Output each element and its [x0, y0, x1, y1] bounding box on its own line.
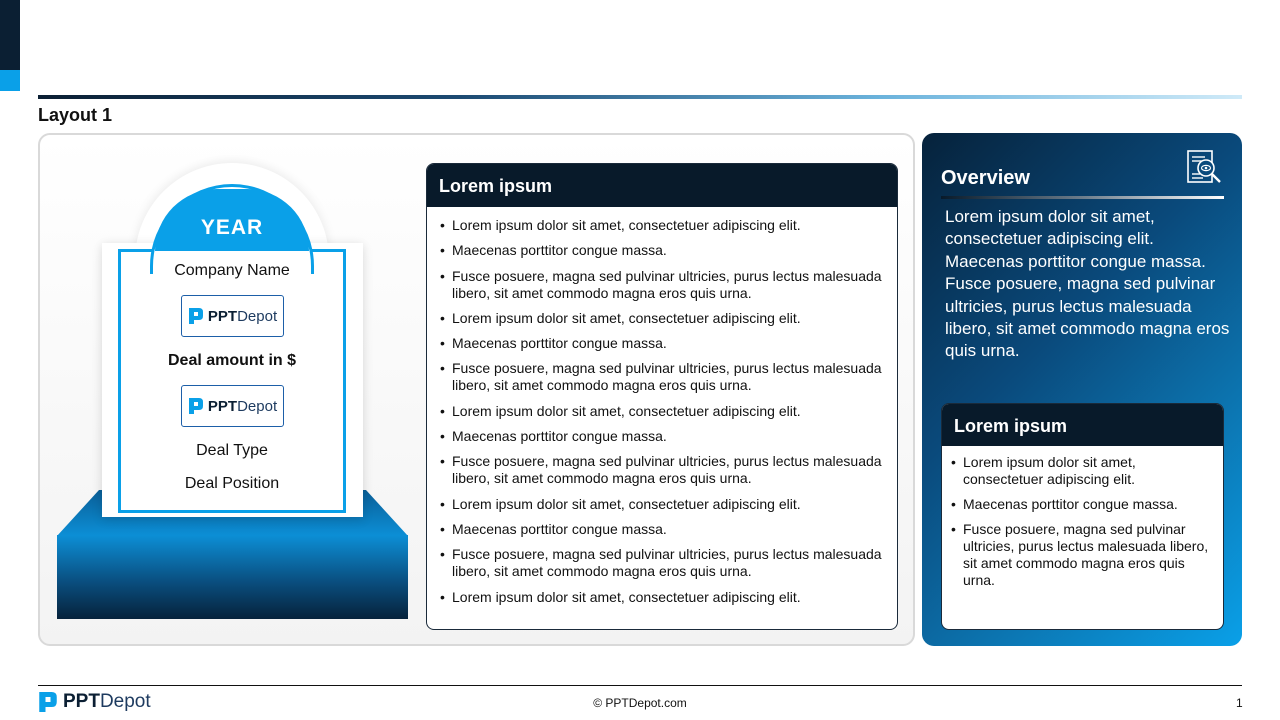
corner-accent-blue [0, 70, 20, 91]
overview-title: Overview [941, 167, 1030, 189]
podium-front [57, 535, 408, 619]
overview-text: Lorem ipsum dolor sit amet, consectetuer adipiscing elit. Maecenas porttitor congue massa. Fusce posuere, magna sed pulvinar ultricies, purus lectus malesuada libero, sit amet commodo magna eros quis urna. [945, 207, 1230, 361]
list-item: • Fusce posuere, magna sed pulvinar ultricies, purus lectus malesuada libero, sit amet commodo magna eros quis urna. [440, 360, 883, 394]
list-item: • Fusce posuere, magna sed pulvinar ultricies, purus lectus malesuada libero, sit amet commodo magna eros quis urna. [440, 546, 883, 580]
list-item: • Lorem ipsum dolor sit amet, consectetuer adipiscing elit. [440, 217, 883, 234]
list-item: • Lorem ipsum dolor sit amet, consectetuer adipiscing elit. [440, 496, 883, 513]
list-item: • Maecenas porttitor congue massa. [440, 335, 883, 352]
logo-text-bold: PPT [207, 397, 238, 415]
list-item: • Fusce posuere, magna sed pulvinar ultricies, purus lectus malesuada libero, sit amet commodo magna eros quis urna. [440, 268, 883, 302]
list-item: • Maecenas porttitor congue massa. [440, 428, 883, 445]
layout-title: Layout 1 [38, 105, 113, 125]
right-bullet-list [942, 446, 1223, 589]
list-item: • Lorem ipsum dolor sit amet, consectetuer adipiscing elit. [440, 310, 883, 327]
logo-text-bold: PPT [207, 307, 238, 325]
list-item: • Lorem ipsum dolor sit amet, consectetuer adipiscing elit. [440, 403, 883, 420]
page-number: 1 [1236, 696, 1243, 710]
logo-text-light: Depot [237, 397, 278, 415]
card-frame [118, 249, 346, 513]
list-item: • Maecenas porttitor congue massa. [440, 521, 883, 538]
corner-accent-dark [0, 0, 20, 70]
list-item: • Lorem ipsum dolor sit amet, consectetuer adipiscing elit. [440, 589, 883, 606]
middle-box-title: Lorem ipsum [427, 164, 897, 207]
company-name: Company Name [174, 262, 290, 279]
middle-content-box [426, 163, 898, 630]
year-label: YEAR [200, 216, 264, 239]
overview-rule [941, 196, 1224, 199]
list-item: • Fusce posuere, magna sed pulvinar ultricies, purus lectus malesuada libero, sit amet commodo magna eros quis urna. [951, 521, 1213, 589]
right-content-box [941, 403, 1224, 630]
deal-type: Deal Type [196, 442, 268, 459]
list-item: • Lorem ipsum dolor sit amet, consectetuer adipiscing elit. [951, 454, 1213, 488]
footer-logo-bold: PPT [63, 691, 100, 712]
right-box-title: Lorem ipsum [942, 404, 1223, 446]
company-logo [181, 295, 284, 337]
document-search-icon [1185, 148, 1223, 186]
title-rule [38, 95, 1242, 99]
middle-bullet-list [427, 207, 897, 606]
pptdepot-logo-icon [188, 397, 204, 415]
footer-logo-light: Depot [99, 691, 151, 712]
deal-position: Deal Position [184, 475, 280, 492]
list-item: • Fusce posuere, magna sed pulvinar ultricies, purus lectus malesuada libero, sit amet commodo magna eros quis urna. [440, 453, 883, 487]
footer-copyright: © PPTDepot.com [593, 696, 687, 710]
partner-logo [181, 385, 284, 427]
pptdepot-logo-icon [188, 307, 204, 325]
deal-amount: Deal amount in $ [167, 352, 297, 369]
logo-text-light: Depot [237, 307, 278, 325]
list-item: • Maecenas porttitor congue massa. [440, 242, 883, 259]
footer-rule [38, 685, 1242, 686]
list-item: • Maecenas porttitor congue massa. [951, 496, 1213, 513]
